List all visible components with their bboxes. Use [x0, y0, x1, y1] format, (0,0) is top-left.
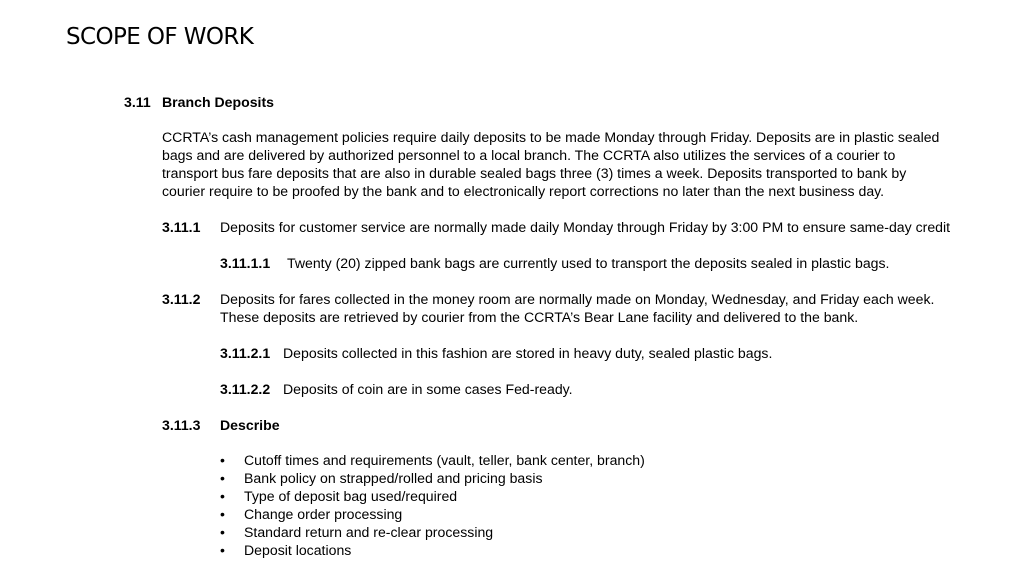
item-text-3-11-1-1: Twenty (20) zipped bank bags are currently used to transport the deposits sealed in plastic bags. — [287, 255, 890, 271]
item-text-3-11-2-1: Deposits collected in this fashion are stored in heavy duty, sealed plastic bags. — [283, 345, 773, 361]
item-text-3-11-2-line1: Deposits for fares collected in the money room are normally made on Monday, Wednesday, and Friday each week. — [220, 291, 935, 307]
item-number-3-11-1: 3.11.1 — [162, 219, 201, 235]
list-item — [220, 469, 645, 487]
item-number-3-11-2-2: 3.11.2.2 — [220, 381, 271, 397]
item-number-3-11-2: 3.11.2 — [162, 291, 201, 307]
bullet-text: Cutoff times and requirements (vault, teller, bank center, branch) — [244, 452, 645, 468]
section-number: 3.11 — [124, 94, 151, 110]
bullet-icon: • — [220, 452, 225, 468]
bullet-icon: • — [220, 524, 225, 540]
list-item — [220, 523, 645, 541]
slide-title: SCOPE OF WORK — [66, 24, 254, 50]
bullet-icon: • — [220, 470, 225, 486]
list-item — [220, 451, 645, 469]
section-intro-paragraph — [162, 128, 1002, 200]
bullet-icon: • — [220, 506, 225, 522]
bullet-text: Bank policy on strapped/rolled and pricing basis — [244, 470, 543, 486]
intro-line: transport bus fare deposits that are also in durable sealed bags three (3) times a week. Deposits transported to bank by — [162, 165, 907, 181]
section-heading: Branch Deposits — [162, 94, 274, 110]
describe-bullet-list — [220, 451, 645, 559]
item-number-3-11-3: 3.11.3 — [162, 417, 201, 433]
intro-line: bags and are delivered by authorized personnel to a local branch. The CCRTA also utilizes the services of a courier to — [162, 147, 896, 163]
item-number-3-11-2-1: 3.11.2.1 — [220, 345, 271, 361]
bullet-text: Type of deposit bag used/required — [244, 488, 458, 504]
bullet-icon: • — [220, 488, 225, 504]
list-item — [220, 487, 645, 505]
list-item — [220, 541, 645, 559]
item-text-3-11-1: Deposits for customer service are normally made daily Monday through Friday by 3:00 PM to ensure same-day credit — [220, 219, 951, 235]
item-number-3-11-1-1: 3.11.1.1 — [220, 255, 271, 271]
bullet-text: Standard return and re-clear processing — [244, 524, 494, 540]
item-heading-3-11-3: Describe — [220, 417, 280, 433]
item-text-3-11-2-line2: These deposits are retrieved by courier from the CCRTA’s Bear Lane facility and delivered to the bank. — [220, 309, 859, 325]
list-item — [220, 505, 645, 523]
item-text-3-11-2-2: Deposits of coin are in some cases Fed-ready. — [283, 381, 573, 397]
intro-line: CCRTA’s cash management policies require daily deposits to be made Monday through Friday. Deposits are in plastic sealed — [162, 129, 940, 145]
intro-line: courier require to be proofed by the bank and to electronically report corrections no later than the next business day. — [162, 183, 885, 199]
bullet-text: Change order processing — [244, 506, 403, 522]
bullet-text: Deposit locations — [244, 542, 352, 558]
bullet-icon: • — [220, 542, 225, 558]
